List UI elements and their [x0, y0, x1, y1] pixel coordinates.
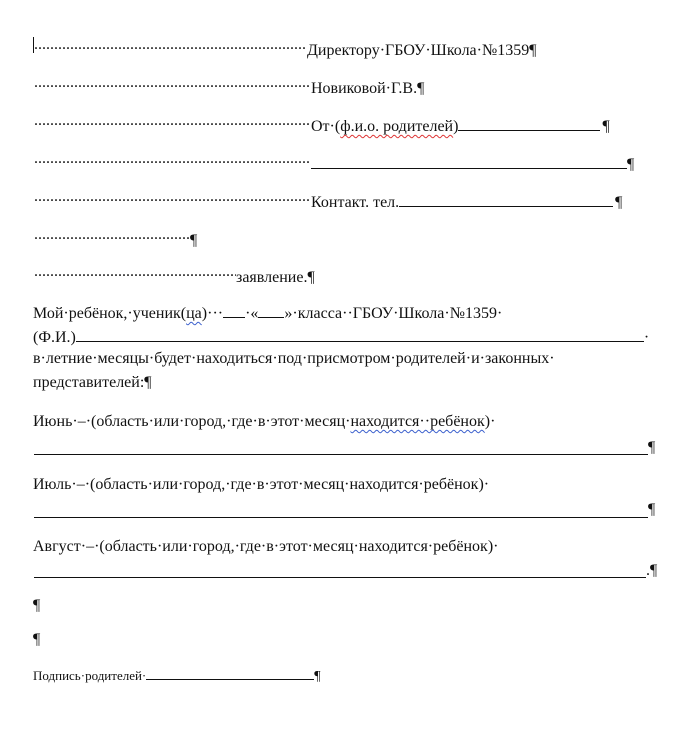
- period-mark: .: [646, 562, 650, 579]
- month-june-fill-line[interactable]: [34, 454, 648, 455]
- tab-leader-dots: [34, 149, 311, 169]
- header-from-fio: ф.и.о. родителей: [340, 118, 454, 135]
- tab-leader-dots: [34, 35, 307, 55]
- month-june-label: [33, 412, 495, 432]
- month-text: находится··ребёнок: [350, 413, 485, 430]
- pilcrow-mark: ¶: [602, 118, 610, 135]
- month-text: Июль·–·(область·или·город,·где·в·этот·месяц·находится·ребёнок)·: [33, 476, 490, 493]
- empty-dotted-line: [34, 225, 197, 251]
- header-line-contact: [34, 187, 622, 213]
- month-july-label: [33, 475, 489, 495]
- para-text: ца: [186, 305, 202, 322]
- pilcrow-mark: ¶: [529, 42, 537, 59]
- header-line-blank: [34, 149, 634, 175]
- para-text: представителей:: [33, 374, 145, 391]
- header-line-from: [34, 111, 610, 137]
- signature-fill-line[interactable]: [146, 667, 314, 680]
- para-line-4: [33, 373, 152, 393]
- pilcrow-mark: ¶: [648, 439, 656, 456]
- para-text: »·класса··ГБОУ·Школа·№1359·: [284, 305, 503, 322]
- month-august-fill-line[interactable]: [34, 577, 646, 578]
- pilcrow-mark: ¶: [33, 631, 41, 648]
- para-line-3: [33, 349, 555, 369]
- month-august-label: [33, 537, 498, 557]
- header-line-name: [34, 73, 424, 99]
- pilcrow-mark: ¶: [307, 269, 315, 286]
- header-director-text: Директору·ГБОУ·Школа·№1359: [307, 42, 530, 59]
- fill-in-line[interactable]: [223, 301, 245, 318]
- para-text: (Ф.И.): [33, 329, 76, 346]
- pilcrow-mark: ¶: [314, 669, 321, 684]
- para-text: ·: [643, 329, 650, 346]
- tab-leader-dots: [34, 73, 311, 93]
- header-from-prefix: От·(: [311, 118, 341, 135]
- para-text: в·летние·месяцы·будет·находиться·под·присмотром·родителей·и·законных·: [33, 350, 555, 367]
- month-text: )·: [484, 413, 496, 430]
- month-august-end: [646, 561, 657, 581]
- header-from-suffix: ): [453, 118, 459, 135]
- month-text: Июнь·–·(область·или·город,·где·в·этот·месяц·: [33, 413, 351, 430]
- fill-in-line[interactable]: [76, 325, 644, 342]
- fill-in-line[interactable]: [311, 152, 627, 169]
- pilcrow-mark: ¶: [190, 232, 198, 249]
- pilcrow-mark: ¶: [144, 374, 152, 391]
- para-line-1: [33, 301, 502, 324]
- para-text: Мой·ребёнок,·ученик(: [33, 305, 187, 322]
- tab-leader-dots: [34, 225, 190, 245]
- tab-leader-dots: [34, 111, 311, 131]
- signature-line: [33, 666, 321, 687]
- tab-leader-dots: [34, 262, 236, 282]
- para-line-2: [33, 325, 649, 348]
- month-text: Август·–·(область·или·город,·где·в·этот·месяц·находится·ребёнок)·: [33, 538, 499, 555]
- signature-label: Подпись·родителей·: [33, 668, 147, 683]
- pilcrow-mark: ¶: [650, 562, 658, 579]
- fill-in-line[interactable]: [399, 190, 613, 207]
- pilcrow-mark: ¶: [627, 156, 635, 173]
- title-line: [34, 262, 315, 288]
- document-title: заявление.: [236, 269, 308, 286]
- header-line-director: [34, 35, 537, 61]
- para-text: ·«: [245, 305, 259, 322]
- pilcrow-mark: ¶: [615, 194, 623, 211]
- para-text: )···: [201, 305, 224, 322]
- fill-in-line[interactable]: [258, 301, 284, 318]
- tab-leader-dots: [34, 187, 311, 207]
- pilcrow-mark: ¶: [33, 597, 41, 614]
- header-name-text: Новиковой·Г.В.: [311, 80, 418, 97]
- pilcrow-mark: ¶: [417, 80, 425, 97]
- pilcrow-mark: ¶: [648, 501, 656, 518]
- month-july-fill-line[interactable]: [34, 517, 648, 518]
- header-contact-text: Контакт. тел.: [311, 194, 400, 211]
- fill-in-line[interactable]: [458, 114, 600, 131]
